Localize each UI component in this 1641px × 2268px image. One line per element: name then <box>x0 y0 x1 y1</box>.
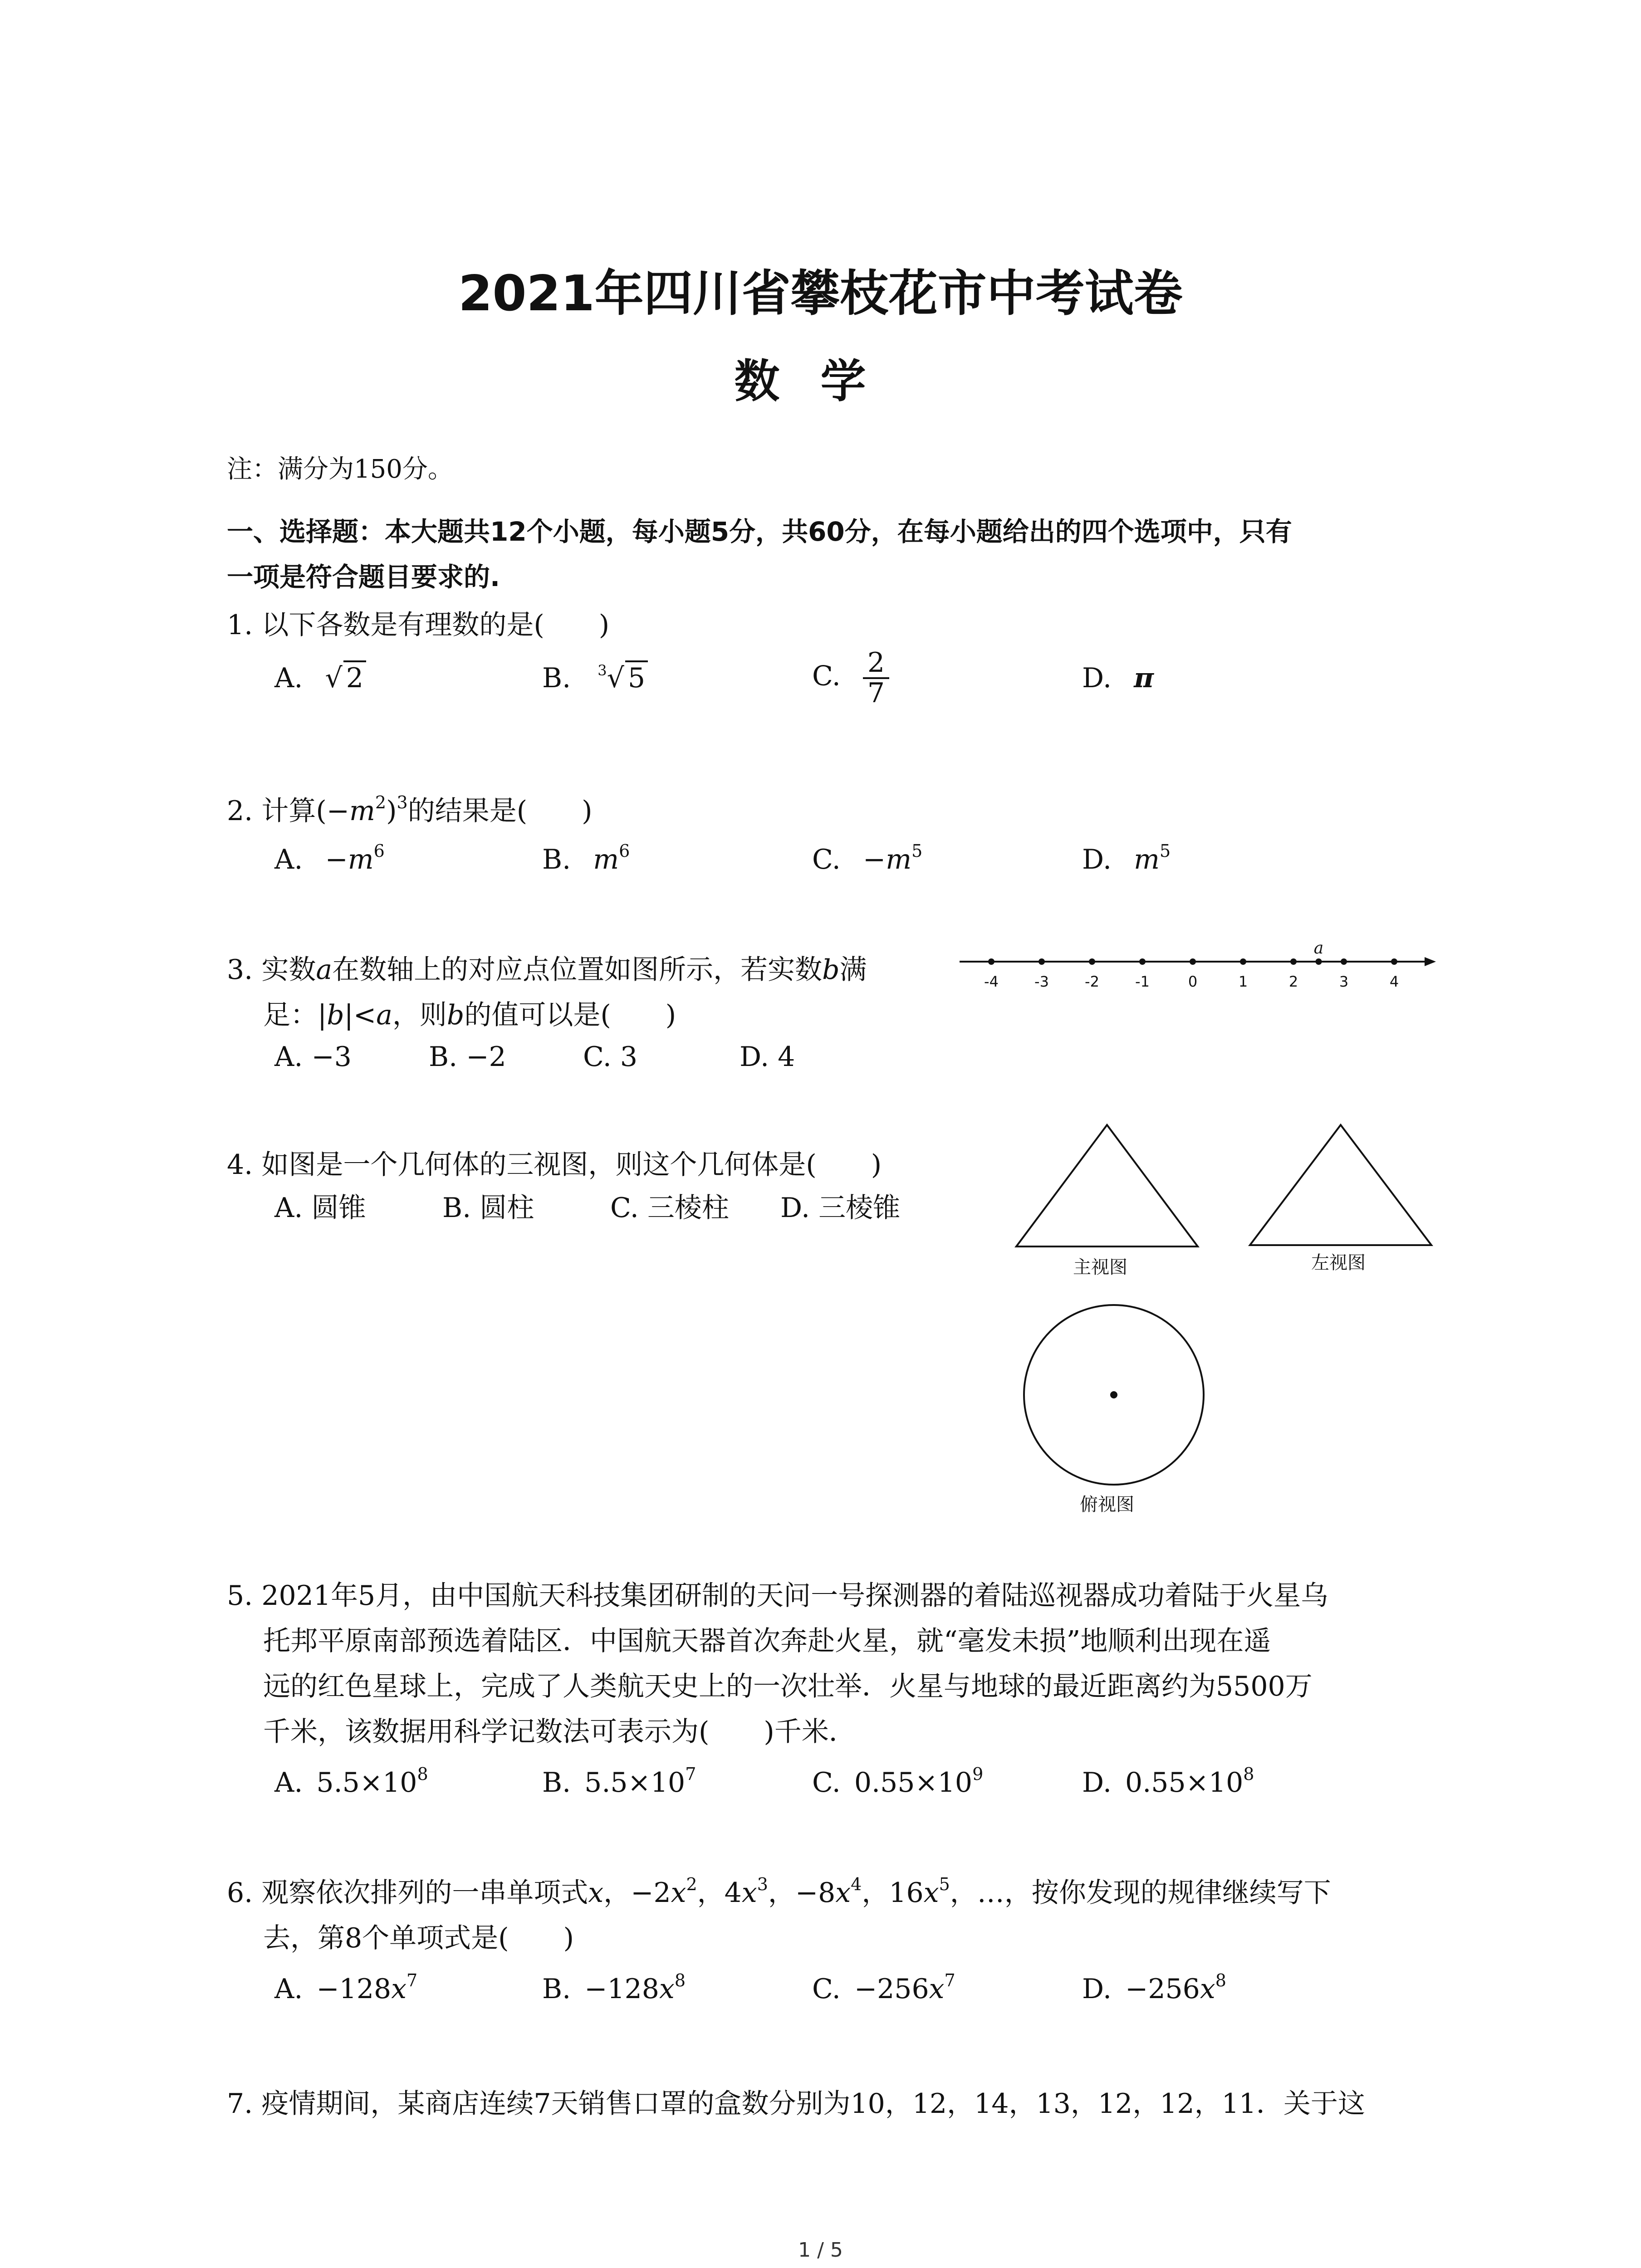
coef: −256 <box>1125 1973 1200 2005</box>
exponent: 5 <box>1160 841 1171 861</box>
text: 在数轴上的对应点位置如图所示，若实数 <box>332 954 823 986</box>
coef: −128 <box>584 1973 659 2005</box>
option-label: C. <box>812 1767 841 1799</box>
term5-var: x <box>923 1877 939 1909</box>
var: m <box>593 844 619 875</box>
value: 0.55×10 <box>854 1767 973 1799</box>
term4-coef: −8 <box>795 1877 836 1909</box>
number-line-figure <box>957 934 1438 998</box>
text: 3. 实数 <box>227 954 316 986</box>
option-label: C. <box>812 1973 841 2005</box>
tick-label: 2 <box>1288 973 1298 990</box>
exponent: 9 <box>972 1764 984 1784</box>
var: x <box>929 1973 945 2005</box>
question-6-line2: 去，第8个单项式是( ) <box>263 1922 574 1954</box>
option-label: D. <box>1082 662 1112 694</box>
question-2-option-a <box>274 841 385 875</box>
page-number: 1 / 5 <box>798 2239 843 2262</box>
question-7-line1: 7. 疫情期间，某商店连续7天销售口罩的盒数分别为10，12，14，13，12，12，11．关于这 <box>227 2088 1365 2120</box>
question-5-option-d <box>1082 1764 1254 1799</box>
question-2-option-c <box>812 841 923 875</box>
cube-root-radicand: 5 <box>625 660 648 694</box>
q2-close-paren: ) <box>386 795 397 827</box>
option-label: A. <box>274 1767 303 1799</box>
center-dot <box>1110 1391 1117 1398</box>
coef: −256 <box>854 1973 929 2005</box>
question-1-option-d <box>1082 662 1154 694</box>
question-6-option-d <box>1082 1970 1226 2005</box>
question-3-stem-line2 <box>263 993 676 1032</box>
var: x <box>391 1973 407 2005</box>
exponent: 8 <box>674 1970 686 1990</box>
coef: −128 <box>316 1973 392 2005</box>
question-3-option-b: B. −2 <box>429 1041 506 1073</box>
tick-dot <box>1290 958 1297 965</box>
option-label: A. <box>274 662 303 694</box>
term5-exp: 5 <box>939 1874 950 1894</box>
term3-exp: 3 <box>757 1874 768 1894</box>
question-5-option-b <box>542 1764 696 1799</box>
tick-dot <box>1240 958 1246 965</box>
q2-suffix: 的结果是( ) <box>407 795 593 827</box>
text: 满 <box>839 954 867 986</box>
tick-dot <box>1190 958 1196 965</box>
question-6-option-b <box>542 1970 686 2005</box>
tick-label: -2 <box>1085 973 1099 990</box>
tick-label: -3 <box>1034 973 1049 990</box>
question-5-line2: 托邦平原南部预选着陆区．中国航天器首次奔赴火星，就“毫发未损”地顺利出现在遥 <box>263 1625 1271 1657</box>
option-label: D. <box>1082 1973 1112 2005</box>
var: m <box>348 844 374 875</box>
score-note: 注：满分为150分。 <box>227 455 453 484</box>
question-2-stem <box>227 789 593 828</box>
sign: − <box>862 844 886 875</box>
exponent: 7 <box>685 1764 696 1784</box>
tick-label: -1 <box>1135 973 1150 990</box>
left-view-triangle <box>1245 1120 1436 1252</box>
question-5-line3: 远的红色星球上，完成了人类航天史上的一次壮举．火星与地球的最近距离约为5500万 <box>263 1671 1313 1702</box>
front-view-triangle <box>1012 1120 1202 1266</box>
point-a-label: a <box>1313 939 1324 958</box>
question-4-option-a: A. 圆锥 <box>274 1192 366 1224</box>
fraction-numerator: 2 <box>863 649 889 679</box>
option-label: D. <box>1082 1767 1112 1799</box>
question-1-option-c <box>812 649 889 708</box>
question-5-line4: 千米，该数据用科学记数法可表示为( )千米． <box>263 1716 856 1748</box>
tick-label: 4 <box>1389 973 1399 990</box>
value: 5.5×10 <box>584 1767 686 1799</box>
top-view-caption: 俯视图 <box>1080 1494 1134 1515</box>
option-label: B. <box>542 662 571 694</box>
term2-var: x <box>671 1877 686 1909</box>
question-1-option-a: A. √ 2 <box>274 662 366 694</box>
text: 足：| <box>263 999 327 1031</box>
question-4-option-c: C. 三棱柱 <box>610 1192 729 1224</box>
page-title: 2021年四川省攀枝花市中考试卷 <box>458 265 1183 322</box>
tick-dot <box>1341 958 1347 965</box>
question-5-line1: 5. 2021年5月，由中国航天科技集团研制的天问一号探测器的着陆巡视器成功着陆于火星乌 <box>227 1580 1328 1612</box>
question-1-option-b: B. $^3$√ 5 <box>542 662 648 694</box>
term4-var: x <box>835 1877 851 1909</box>
front-view-caption: 主视图 <box>1073 1257 1127 1278</box>
question-3-option-a: A. −3 <box>274 1041 352 1073</box>
text: ，…，按你发现的规律继续写下 <box>950 1877 1331 1909</box>
option-label: B. <box>542 1973 571 2005</box>
fraction-denominator: 7 <box>867 677 885 709</box>
tick-dot <box>988 958 994 965</box>
term5-coef: 16 <box>889 1877 924 1909</box>
question-6-line1: 6. 观察依次排列的一串单项式x，$-2x^2$，$4x^3$，$-8x^4$，$16x^5$，…，按你发现的规律继续写下 <box>227 1874 1331 1909</box>
option-label: B. <box>542 1767 571 1799</box>
text: 6. 观察依次排列的一串单项式 <box>227 1877 588 1909</box>
exponent: 6 <box>619 841 630 861</box>
text: 的值可以是( ) <box>464 999 676 1031</box>
question-6-option-c <box>812 1970 955 2005</box>
tick-dot <box>1391 958 1397 965</box>
term4-exp: 4 <box>851 1874 862 1894</box>
q2-inner-exponent: 2 <box>375 792 387 812</box>
var: x <box>1200 1973 1215 2005</box>
question-4-option-d: D. 三棱锥 <box>780 1192 901 1224</box>
question-2-option-d <box>1082 841 1171 875</box>
var: x <box>659 1973 675 2005</box>
option-label: B. <box>542 844 571 875</box>
tick-label: 3 <box>1339 973 1349 990</box>
question-4-stem: 4. 如图是一个几何体的三视图，则这个几何体是( ) <box>227 1149 882 1181</box>
q2-var: m <box>349 795 375 827</box>
axis-arrow <box>1425 957 1436 966</box>
exponent: 5 <box>911 841 923 861</box>
top-view-circle <box>1019 1302 1209 1492</box>
value: 0.55×10 <box>1125 1767 1244 1799</box>
tick-dot <box>1139 958 1146 965</box>
sqrt-radicand: 2 <box>343 660 366 694</box>
text: |< <box>344 999 377 1031</box>
question-5-option-c <box>812 1764 984 1799</box>
var-a: a <box>376 999 392 1031</box>
term3-var: x <box>741 1877 757 1909</box>
question-4-option-b: B. 圆柱 <box>442 1192 534 1224</box>
pi-symbol: π <box>1134 662 1154 694</box>
tick-dot <box>1038 958 1045 965</box>
left-view-caption: 左视图 <box>1311 1252 1366 1273</box>
exponent: 6 <box>373 841 385 861</box>
question-3-option-d: D. 4 <box>740 1041 795 1073</box>
question-5-option-a <box>274 1764 428 1799</box>
option-label: A. <box>274 844 303 875</box>
section-heading-line2: 一项是符合题目要求的. <box>227 562 500 592</box>
term2-coef: −2 <box>631 1877 671 1909</box>
section-heading-line1: 一、选择题：本大题共12个小题，每小题5分，共60分，在每小题给出的四个选项中，只有 <box>227 516 1292 547</box>
tick-dot <box>1089 958 1095 965</box>
question-2-option-b <box>542 841 630 875</box>
point-a-dot <box>1316 958 1322 965</box>
term1-var: x <box>588 1877 604 1909</box>
var: m <box>886 844 912 875</box>
q2-prefix: 2. 计算(− <box>227 795 349 827</box>
subject-title: 数学 <box>734 355 907 408</box>
var-b: b <box>327 999 344 1031</box>
option-label: A. <box>274 1973 303 2005</box>
exponent: 8 <box>1215 1970 1226 1990</box>
sign: − <box>325 844 348 875</box>
question-3-option-c: C. 3 <box>583 1041 638 1073</box>
var-b: b <box>446 999 465 1031</box>
exponent: 7 <box>407 1970 418 1990</box>
tick-label: -4 <box>984 973 999 990</box>
question-6-option-a <box>274 1970 418 2005</box>
option-label: C. <box>812 844 841 875</box>
q2-outer-exponent: 3 <box>397 792 408 812</box>
var-b: b <box>822 954 840 986</box>
tick-label: 1 <box>1238 973 1248 990</box>
question-3-stem-line1 <box>227 948 867 987</box>
cube-root-index: 3 <box>598 662 607 679</box>
tick-label: 0 <box>1188 973 1198 990</box>
value: 5.5×10 <box>316 1767 417 1799</box>
var-a: a <box>316 954 333 986</box>
var: m <box>1134 844 1160 875</box>
exponent: 8 <box>417 1764 428 1784</box>
option-label: C. <box>812 660 841 692</box>
text: ，则 <box>392 999 447 1031</box>
term2-exp: 2 <box>686 1874 697 1894</box>
question-1-stem: 1. 以下各数是有理数的是( ) <box>227 609 610 641</box>
option-label: D. <box>1082 844 1112 875</box>
term3-coef: 4 <box>724 1877 742 1909</box>
exponent: 7 <box>944 1970 955 1990</box>
exponent: 8 <box>1243 1764 1254 1784</box>
